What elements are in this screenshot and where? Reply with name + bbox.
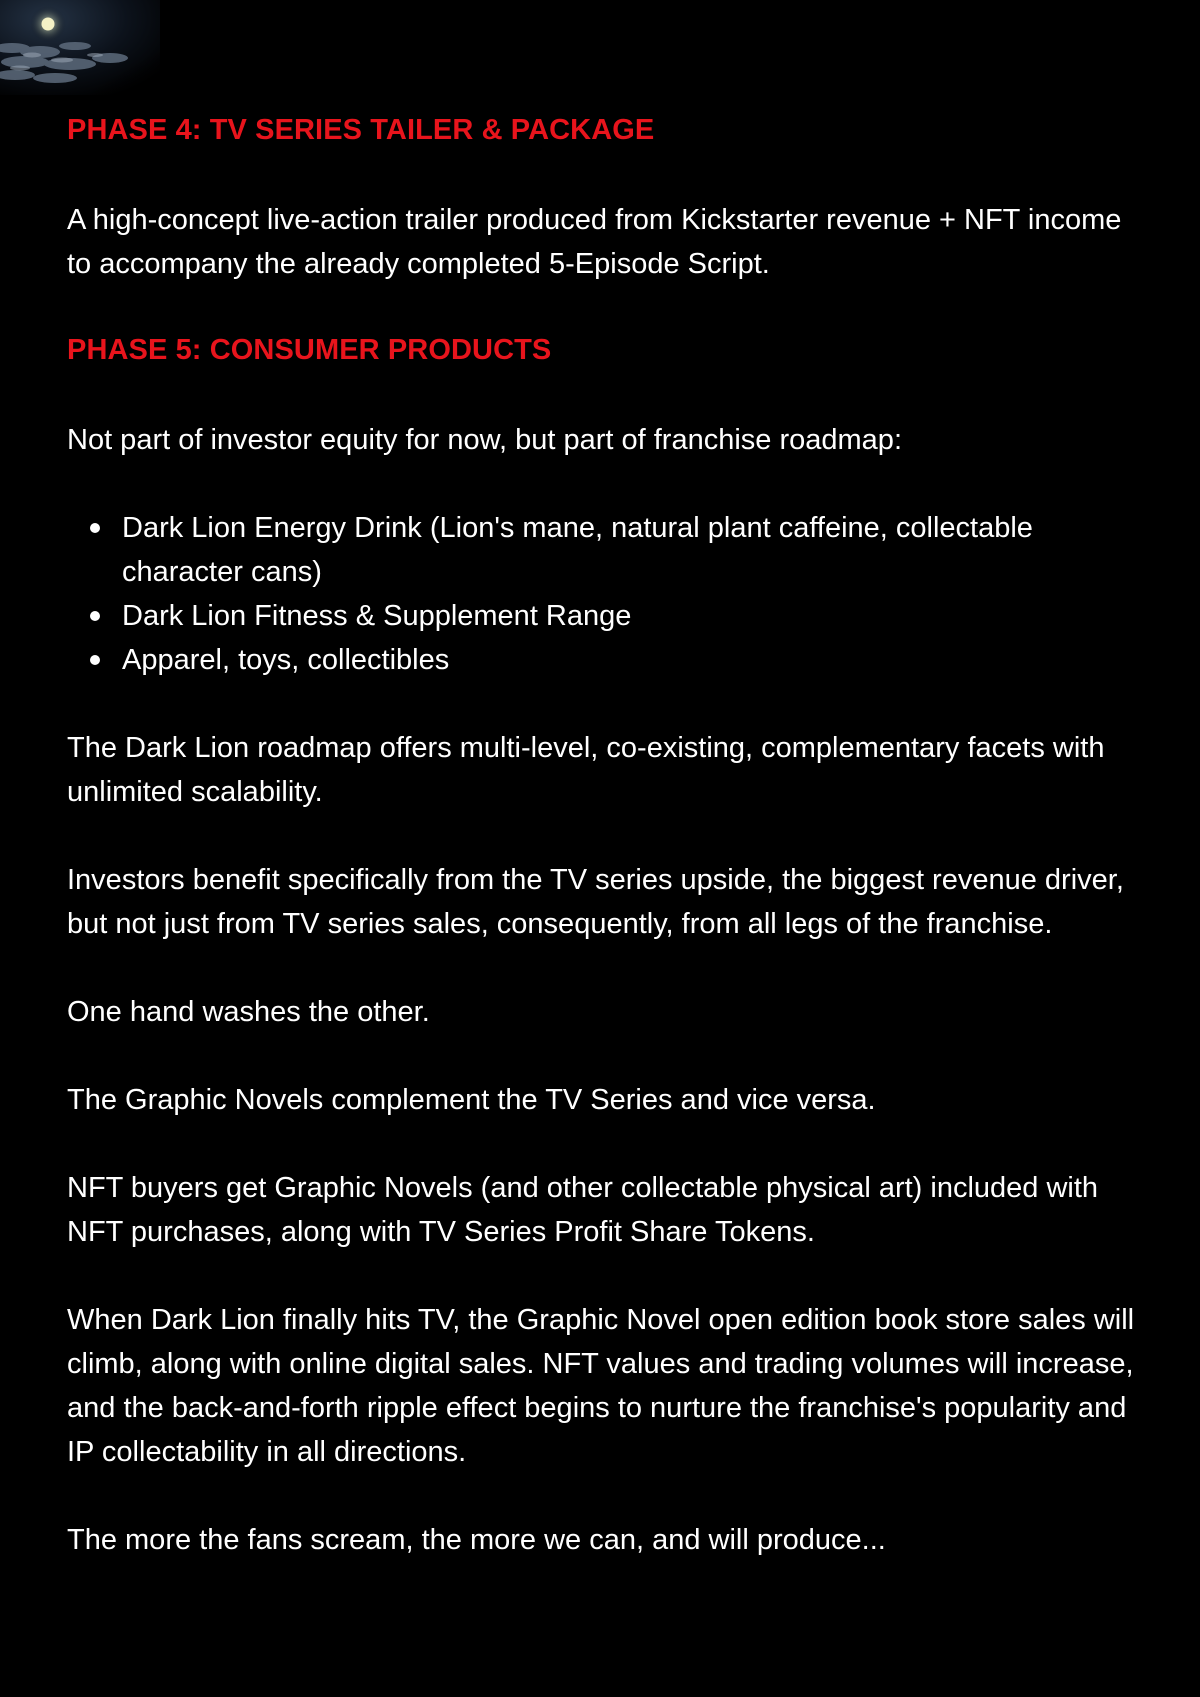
list-item-text: Dark Lion Fitness & Supplement Range [122,600,632,632]
closing-paragraph: The more the fans scream, the more we can, and will produce... [67,1524,886,1556]
list-item [67,594,1147,638]
bullet-icon [90,655,100,665]
bullet-icon [90,523,100,533]
bullet-icon [90,611,100,621]
list-item [67,506,1147,594]
roadmap-paragraph: The Dark Lion roadmap offers multi-level, co-existing, complementary facets with unlimited scalability. [67,732,1105,808]
tv-launch-paragraph: When Dark Lion finally hits TV, the Graphic Novel open edition book store sales will climb, along with online digital sales. NFT values and trading volumes will increase, and the back-and-forth ripple effect begins to nurture the franchise's popularity and IP collectability in all directions. [67,1304,1135,1468]
list-item-text: Dark Lion Energy Drink (Lion's mane, natural plant caffeine, collectable character cans) [122,512,1033,588]
consumer-products-list [67,506,1147,682]
phase-5-intro: Not part of investor equity for now, but part of franchise roadmap: [67,424,902,456]
list-item [67,638,1147,682]
one-hand-paragraph: One hand washes the other. [67,996,430,1028]
night-sky-moon-image [0,0,160,95]
list-item-text: Apparel, toys, collectibles [122,644,450,676]
document-body [67,110,1147,1606]
phase-5-heading: PHASE 5: CONSUMER PRODUCTS [67,334,552,366]
phase-4-heading: PHASE 4: TV SERIES TAILER & PACKAGE [67,114,655,146]
investors-paragraph: Investors benefit specifically from the TV series upside, the biggest revenue driver, but not just from TV series sales, consequently, from all legs of the franchise. [67,864,1124,940]
phase-4-description: A high-concept live-action trailer produced from Kickstarter revenue + NFT income to accompany the already completed 5-Episode Script. [67,204,1122,280]
graphic-novels-paragraph: The Graphic Novels complement the TV Series and vice versa. [67,1084,876,1116]
nft-buyers-paragraph: NFT buyers get Graphic Novels (and other collectable physical art) included with NFT purchases, along with TV Series Profit Share Tokens. [67,1172,1099,1248]
